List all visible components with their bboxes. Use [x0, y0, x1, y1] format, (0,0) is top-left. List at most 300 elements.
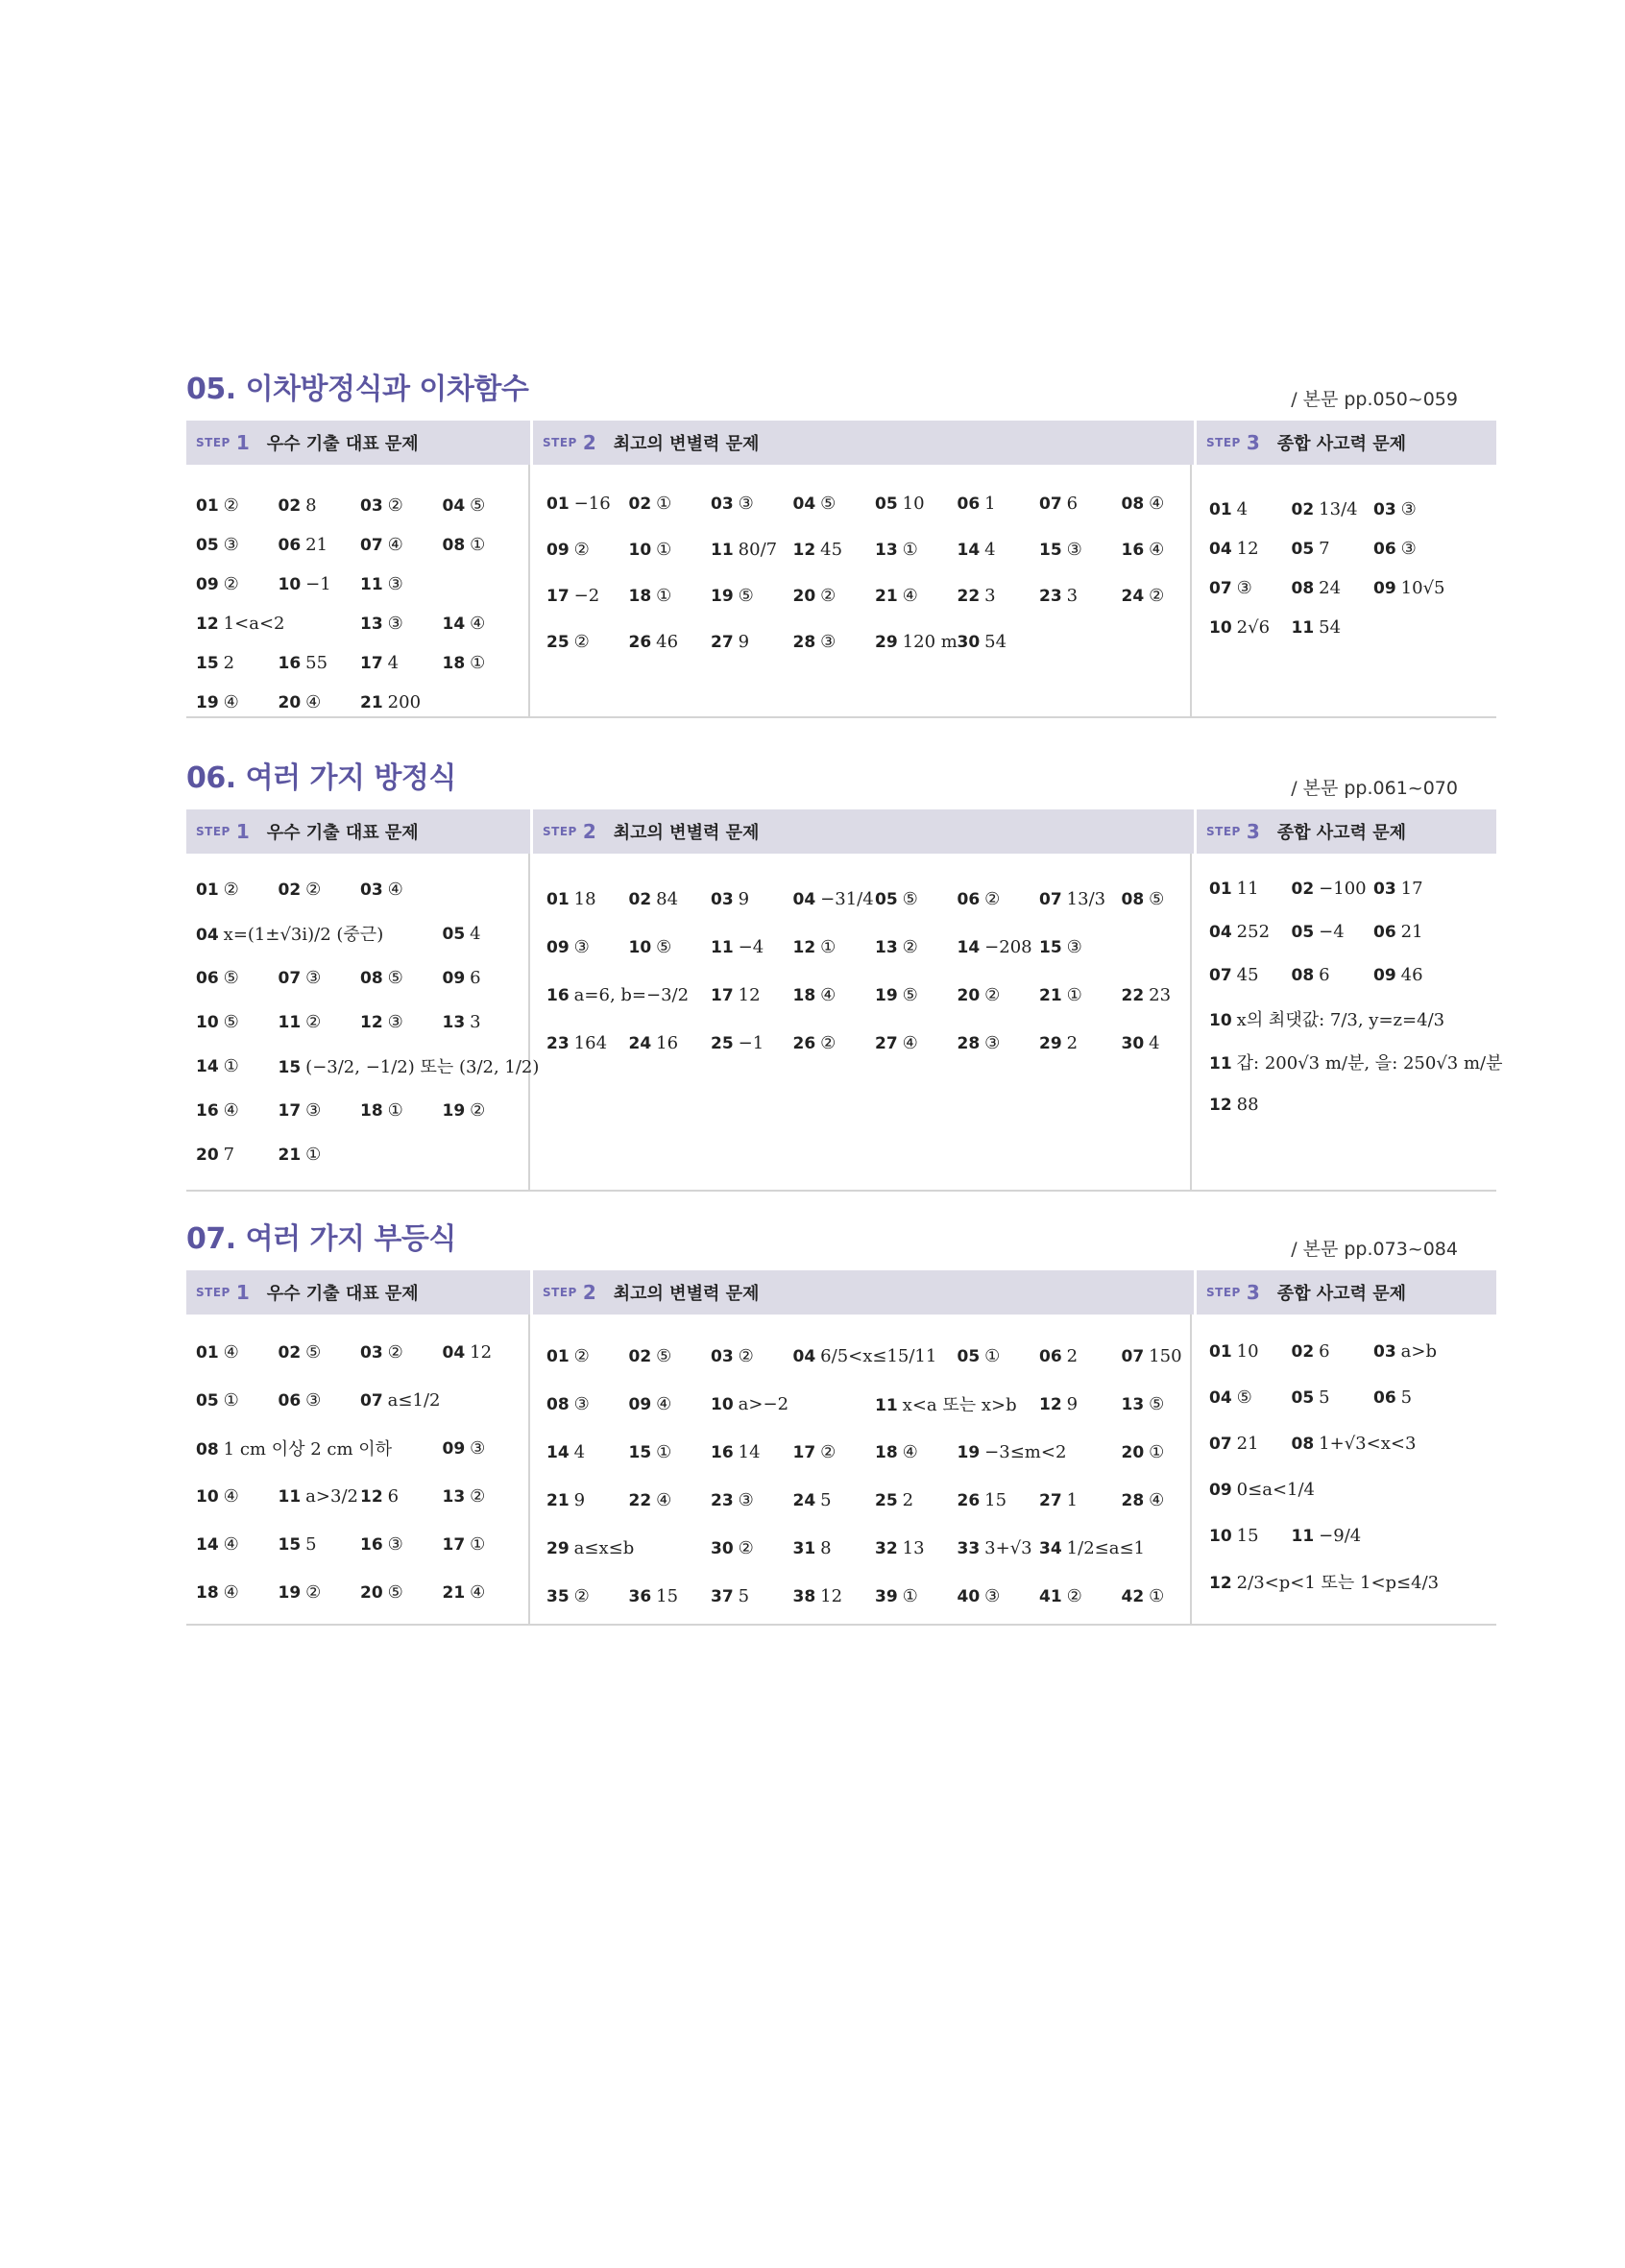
- question-number: 18: [442, 654, 466, 673]
- answer-value: 5: [820, 1489, 832, 1510]
- step3-header: [1197, 809, 1496, 854]
- answer-value: ①: [984, 1345, 1001, 1366]
- question-number: 03: [360, 496, 383, 516]
- answer-item: [546, 1033, 629, 1053]
- step-title: 최고의 변별력 문제: [613, 434, 760, 454]
- step2-answers: [533, 465, 1192, 716]
- answer-item: [360, 535, 443, 555]
- answer-row: [1209, 1328, 1492, 1374]
- question-number: 17: [442, 1534, 466, 1555]
- answer-value: 2: [902, 1489, 914, 1510]
- answer-value: ①: [820, 936, 837, 957]
- answer-item: [711, 1346, 793, 1366]
- answer-item: [958, 1586, 1040, 1606]
- answer-item: [793, 937, 876, 957]
- section-06: [186, 754, 1503, 1192]
- question-number: 21: [442, 1582, 466, 1603]
- answer-value: ①: [305, 1144, 322, 1165]
- answer-item: [1209, 617, 1292, 638]
- question-number: 21: [360, 693, 383, 712]
- answer-item: [279, 1012, 361, 1032]
- question-number: 11: [875, 1396, 898, 1415]
- question-number: 15: [1039, 540, 1062, 560]
- answer-value: 4: [387, 653, 400, 673]
- step3-header: [1197, 421, 1496, 465]
- answer-item: [793, 889, 876, 909]
- answer-item: [279, 1486, 361, 1507]
- answer-item: [443, 1486, 525, 1507]
- question-number: 13: [1121, 1394, 1145, 1414]
- answer-value: 1: [984, 493, 996, 514]
- answer-row: [546, 572, 1190, 618]
- answer-item: [793, 586, 876, 606]
- answer-item: [1209, 1341, 1292, 1362]
- question-number: 04: [792, 889, 816, 909]
- answer-item: [793, 985, 876, 1005]
- answer-item: [629, 889, 712, 909]
- answer-value: 6: [387, 1485, 400, 1507]
- answer-value: 6: [1319, 965, 1330, 985]
- answer-value: −100: [1319, 879, 1367, 899]
- answer-value: 88: [1236, 1095, 1259, 1115]
- answer-item: [711, 937, 793, 957]
- answer-value: ④: [223, 692, 239, 712]
- answer-item: [958, 1490, 1040, 1510]
- answer-item: [546, 1538, 711, 1558]
- answer-value: 80/7: [738, 539, 778, 560]
- answer-item: [958, 586, 1040, 606]
- answer-value: 12: [738, 984, 761, 1005]
- question-number: 09: [442, 968, 466, 988]
- step2-header: [533, 809, 1194, 854]
- answer-value: a≤1/2: [387, 1389, 441, 1411]
- answer-item: [196, 1145, 279, 1165]
- answer-value: (−3/2, −1/2) 또는 (3/2, 1/2): [305, 1057, 540, 1077]
- answer-item: [1039, 586, 1122, 606]
- answer-row: [1209, 490, 1492, 529]
- question-number: 26: [792, 1033, 816, 1053]
- answer-value: 4: [984, 539, 996, 560]
- question-number: 25: [875, 1490, 898, 1510]
- answer-value: −9/4: [1319, 1525, 1362, 1546]
- step-title: 종합 사고력 문제: [1276, 823, 1406, 843]
- answer-value: ①: [902, 539, 918, 560]
- answer-value: ①: [656, 585, 672, 606]
- answer-value: ②: [470, 1099, 486, 1121]
- question-number: 08: [442, 536, 466, 555]
- answer-value: 7: [223, 1144, 235, 1165]
- step3-answers: [1192, 465, 1492, 716]
- answer-row: [1209, 1083, 1492, 1126]
- question-number: 27: [875, 1033, 898, 1053]
- page-reference: / 본문 pp.061~070: [1291, 778, 1458, 799]
- question-number: 09: [1209, 1480, 1232, 1500]
- answer-value: 55: [305, 653, 328, 673]
- answer-value: ③: [1400, 539, 1417, 559]
- answer-value: ②: [573, 1345, 590, 1366]
- answer-value: ③: [387, 1533, 403, 1555]
- answer-value: ②: [305, 1011, 322, 1032]
- question-number: 19: [875, 985, 898, 1005]
- question-number: 12: [1209, 1096, 1232, 1115]
- answer-value: ④: [1149, 1489, 1165, 1510]
- answer-item: [1209, 1050, 1503, 1074]
- answer-value: −1: [305, 574, 331, 594]
- answer-item: [360, 1390, 443, 1411]
- answer-row: [1209, 910, 1492, 953]
- answer-value: ⑤: [820, 493, 837, 514]
- question-number: 07: [1209, 966, 1232, 985]
- answer-item: [793, 1538, 876, 1558]
- answer-item: [629, 494, 712, 514]
- question-number: 06: [196, 968, 219, 988]
- answer-item: [196, 1486, 279, 1507]
- question-number: 19: [711, 586, 734, 606]
- answer-item: [360, 692, 443, 712]
- answer-row: [546, 1572, 1190, 1620]
- answer-value: 9: [738, 888, 750, 909]
- question-number: 27: [1039, 1490, 1062, 1510]
- step2-answers: [533, 1315, 1192, 1624]
- question-number: 19: [278, 1582, 302, 1603]
- answer-row: [1209, 867, 1492, 910]
- step-word: STEP: [1206, 1286, 1241, 1299]
- answer-value: 54: [984, 631, 1007, 652]
- answer-item: [875, 985, 958, 1005]
- answer-item: [443, 1342, 525, 1363]
- question-number: 16: [196, 1100, 219, 1121]
- question-number: 06: [957, 889, 981, 909]
- answer-item: [279, 653, 361, 673]
- question-number: 11: [1291, 1526, 1315, 1546]
- question-number: 32: [875, 1538, 898, 1558]
- answer-item: [875, 1490, 958, 1510]
- answer-item: [1292, 965, 1374, 985]
- question-number: 12: [196, 615, 219, 634]
- answer-value: ⑤: [656, 936, 672, 957]
- answer-value: ①: [470, 1533, 486, 1555]
- section-title: 05. 이차방정식과 이차함수: [186, 373, 529, 406]
- question-number: 30: [1121, 1033, 1145, 1053]
- step-number: 1: [235, 820, 250, 843]
- answer-item: [1209, 578, 1292, 598]
- question-number: 05: [1291, 1387, 1315, 1408]
- question-number: 01: [546, 1346, 570, 1366]
- answer-row: [1209, 1512, 1492, 1558]
- section-05: [186, 365, 1496, 718]
- answer-value: ①: [470, 653, 486, 673]
- answer-value: ①: [223, 1389, 239, 1411]
- answer-value: 10: [1236, 1340, 1259, 1362]
- question-number: 18: [628, 586, 652, 606]
- answer-item: [875, 632, 958, 652]
- answer-item: [196, 1012, 279, 1032]
- answer-item: [279, 1100, 361, 1121]
- answer-item: [443, 614, 525, 634]
- question-number: 40: [957, 1586, 981, 1606]
- answer-value: 24: [1319, 578, 1342, 598]
- question-number: 29: [1039, 1033, 1062, 1053]
- question-number: 03: [711, 1346, 734, 1366]
- step-number: 1: [235, 431, 250, 454]
- answer-value: −208: [984, 936, 1032, 957]
- question-number: 02: [1291, 500, 1315, 519]
- answer-value: ③: [305, 1389, 322, 1411]
- answer-row: [546, 923, 1190, 971]
- question-number: 01: [546, 889, 570, 909]
- step-word: STEP: [196, 436, 230, 449]
- answer-item: [793, 540, 876, 560]
- question-number: 20: [278, 693, 302, 712]
- question-number: 05: [957, 1346, 981, 1366]
- question-number: 03: [1373, 1341, 1396, 1362]
- answer-item: [443, 1582, 525, 1603]
- question-number: 07: [1209, 579, 1232, 598]
- answer-item: [279, 495, 361, 516]
- answer-value: 2: [223, 653, 235, 673]
- step-title: 우수 기출 대표 문제: [266, 823, 419, 843]
- answer-item: [711, 1442, 793, 1462]
- answer-value: −3≤m<2: [984, 1441, 1067, 1462]
- question-number: 07: [360, 1390, 383, 1411]
- answer-value: 5: [1400, 1387, 1413, 1408]
- question-number: 06: [1373, 923, 1396, 942]
- answer-value: ⑤: [1236, 1387, 1252, 1408]
- answer-value: −1: [738, 1032, 764, 1053]
- step-number: 3: [1246, 431, 1260, 454]
- answer-row: [546, 1524, 1190, 1572]
- answer-value: ①: [1149, 1585, 1165, 1606]
- answer-item: [196, 1100, 279, 1121]
- question-number: 07: [278, 968, 302, 988]
- question-number: 02: [278, 1342, 302, 1363]
- section-title: 07. 여러 가지 부등식: [186, 1222, 456, 1256]
- answer-value: 2: [1066, 1345, 1079, 1366]
- answer-value: ②: [387, 1341, 403, 1363]
- answer-value: ②: [1066, 1585, 1082, 1606]
- answer-item: [443, 968, 525, 988]
- answer-value: x<a 또는 x>b: [902, 1395, 1017, 1415]
- answer-item: [196, 692, 279, 712]
- answer-value: 15: [984, 1489, 1007, 1510]
- answer-item: [443, 653, 525, 673]
- answer-item: [1039, 540, 1122, 560]
- answer-value: ④: [223, 1485, 239, 1507]
- question-number: 26: [957, 1490, 981, 1510]
- answer-item: [875, 1033, 958, 1053]
- answer-item: [1292, 617, 1374, 638]
- answer-row: [1209, 1558, 1492, 1604]
- answer-item: [360, 574, 443, 594]
- question-number: 13: [442, 1012, 466, 1032]
- answer-item: [546, 1394, 629, 1414]
- answer-value: 10√5: [1400, 578, 1445, 598]
- answer-item: [360, 495, 443, 516]
- answer-item: [196, 968, 279, 988]
- answer-row: [1209, 997, 1492, 1040]
- answer-value: 4: [1236, 499, 1249, 519]
- answer-value: 3: [984, 585, 996, 606]
- step-word: STEP: [543, 436, 577, 449]
- answer-item: [1209, 922, 1292, 942]
- answer-value: ①: [1066, 984, 1082, 1005]
- answer-value: ③: [738, 1489, 754, 1510]
- section-header: [186, 754, 1496, 809]
- answer-row: [1209, 1420, 1492, 1466]
- answer-value: 4: [470, 923, 481, 944]
- answer-value: ③: [820, 631, 837, 652]
- answer-item: [1292, 879, 1374, 899]
- answer-value: ⑤: [902, 888, 918, 909]
- answer-value: ①: [902, 1585, 918, 1606]
- answer-item: [196, 1582, 279, 1603]
- answer-value: 6: [1066, 493, 1079, 514]
- step-word: STEP: [1206, 436, 1241, 449]
- question-number: 03: [360, 880, 383, 900]
- question-number: 21: [278, 1145, 302, 1165]
- question-number: 01: [196, 496, 219, 516]
- answer-item: [360, 1012, 443, 1032]
- answer-value: a>b: [1400, 1340, 1438, 1362]
- answer-item: [360, 880, 443, 900]
- question-number: 29: [875, 632, 898, 652]
- question-number: 06: [278, 536, 302, 555]
- answer-item: [711, 540, 793, 560]
- answer-value: 6: [1319, 1340, 1330, 1362]
- answer-value: ①: [223, 1055, 239, 1076]
- question-number: 08: [1291, 1434, 1315, 1454]
- question-number: 03: [360, 1342, 383, 1363]
- question-number: 04: [1209, 1387, 1232, 1408]
- answer-item: [1209, 1387, 1292, 1408]
- question-number: 21: [546, 1490, 570, 1510]
- section-header: [186, 365, 1496, 421]
- answer-value: 45: [1236, 965, 1259, 985]
- question-number: 07: [1039, 889, 1062, 909]
- answer-item: [1209, 1569, 1440, 1594]
- question-number: 12: [360, 1486, 383, 1507]
- answer-item: [629, 1442, 712, 1462]
- question-number: 28: [792, 632, 816, 652]
- answer-value: 1: [1066, 1489, 1079, 1510]
- question-number: 02: [1291, 1341, 1315, 1362]
- answer-value: ②: [820, 585, 837, 606]
- answer-item: [875, 1442, 958, 1462]
- answer-value: x의 최댓값: 7/3, y=z=4/3: [1236, 1009, 1445, 1030]
- answer-item: [1292, 1341, 1374, 1362]
- question-number: 08: [360, 968, 383, 988]
- question-number: 06: [1039, 1346, 1062, 1366]
- question-number: 10: [711, 1394, 734, 1414]
- answer-item: [1209, 1479, 1315, 1500]
- answer-value: ①: [656, 493, 672, 514]
- answer-value: −4: [738, 936, 764, 957]
- answer-row: [196, 1472, 528, 1520]
- step-title: 우수 기출 대표 문제: [266, 434, 419, 454]
- answer-value: 9: [1066, 1393, 1079, 1414]
- answer-value: ②: [387, 495, 403, 516]
- answer-item: [875, 1538, 958, 1558]
- question-number: 09: [546, 540, 570, 560]
- question-number: 12: [360, 1012, 383, 1032]
- answer-item: [711, 1586, 793, 1606]
- answer-value: ⑤: [902, 984, 918, 1005]
- answer-value: 18: [573, 888, 596, 909]
- answer-item: [1039, 937, 1122, 957]
- answer-item: [279, 1582, 361, 1603]
- question-number: 24: [792, 1490, 816, 1510]
- answer-value: ④: [223, 1099, 239, 1121]
- answer-value: 15: [656, 1585, 679, 1606]
- step-title: 최고의 변별력 문제: [613, 823, 760, 843]
- answer-row: [546, 618, 1190, 664]
- question-number: 27: [711, 632, 734, 652]
- answer-item: [793, 1033, 876, 1053]
- answer-value: ③: [984, 1585, 1001, 1606]
- question-number: 22: [1121, 985, 1145, 1005]
- question-number: 17: [278, 1100, 302, 1121]
- question-number: 05: [196, 536, 219, 555]
- answer-value: ④: [223, 1341, 239, 1363]
- answer-value: ②: [305, 879, 322, 900]
- question-number: 15: [278, 1058, 302, 1077]
- question-number: 19: [957, 1442, 981, 1462]
- step2-answers: [533, 854, 1192, 1190]
- question-number: 04: [1209, 540, 1232, 559]
- question-number: 26: [628, 632, 652, 652]
- step1-header: [186, 1270, 530, 1315]
- answer-value: 21: [1236, 1433, 1259, 1454]
- question-number: 11: [360, 575, 383, 594]
- answer-value: 13: [902, 1537, 925, 1558]
- answer-value: 21: [305, 535, 328, 555]
- answer-item: [1373, 499, 1456, 519]
- question-number: 07: [1209, 1434, 1232, 1454]
- answer-value: ④: [387, 879, 403, 900]
- answer-item: [360, 1342, 443, 1363]
- question-number: 06: [1373, 1387, 1396, 1408]
- answer-item: [711, 985, 793, 1005]
- answer-item: [793, 1442, 876, 1462]
- question-number: 01: [1209, 1341, 1232, 1362]
- question-number: 09: [546, 937, 570, 957]
- step-header-band: [186, 1270, 1496, 1315]
- question-number: 21: [1039, 985, 1062, 1005]
- question-number: 08: [1121, 889, 1145, 909]
- answer-value: ②: [573, 631, 590, 652]
- answer-value: 5: [305, 1533, 317, 1555]
- answer-item: [279, 968, 361, 988]
- answer-item: [360, 1582, 443, 1603]
- answer-item: [1039, 889, 1122, 909]
- step-number: 2: [582, 1281, 596, 1304]
- question-number: 34: [1039, 1538, 1062, 1558]
- question-number: 04: [792, 1346, 816, 1366]
- answer-item: [279, 1145, 361, 1165]
- answer-item: [1209, 1006, 1445, 1031]
- question-number: 23: [1039, 586, 1062, 606]
- answer-item: [443, 495, 525, 516]
- question-number: 01: [1209, 500, 1232, 519]
- question-number: 20: [957, 985, 981, 1005]
- answer-item: [711, 1490, 793, 1510]
- answer-value: ④: [387, 535, 403, 555]
- answer-value: ③: [1066, 936, 1082, 957]
- answer-row: [196, 565, 528, 604]
- question-number: 09: [1373, 579, 1396, 598]
- step1-header: [186, 421, 530, 465]
- answer-value: 13/4: [1319, 499, 1358, 519]
